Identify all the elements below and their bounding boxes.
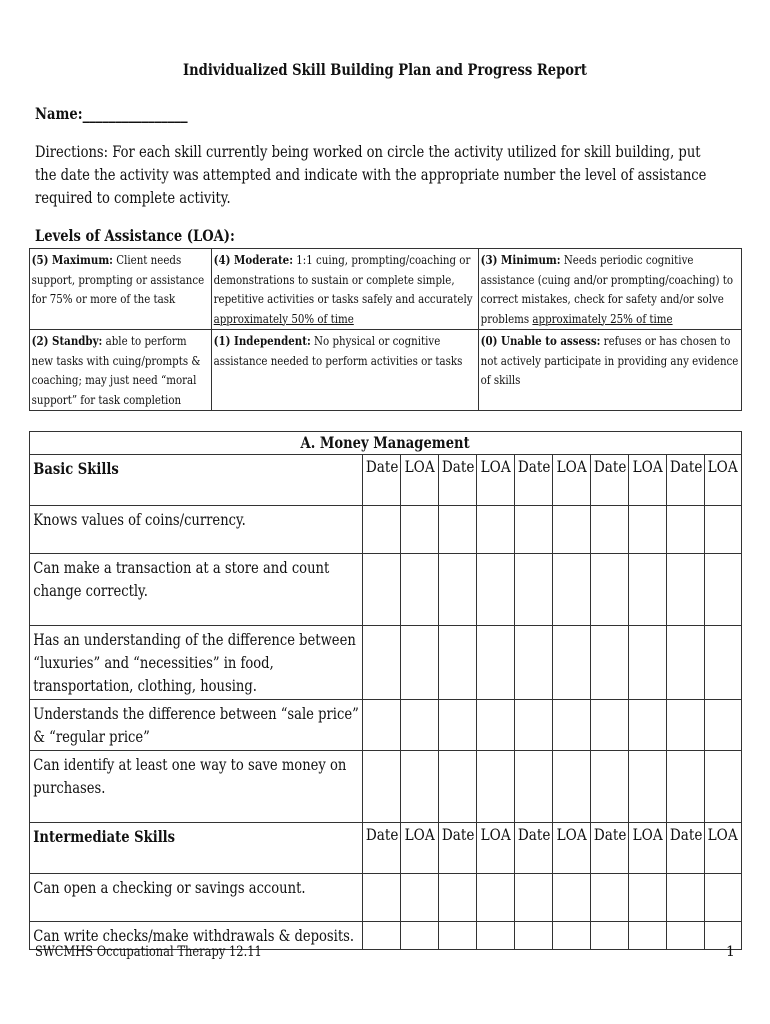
column-loa-2: LOA [480,825,511,844]
loa-entry-cell[interactable] [477,874,515,922]
basic-skill-1: Knows values of coins/currency. [33,510,246,529]
date-entry-cell[interactable] [591,751,629,823]
page-number: 1 [726,944,735,960]
loa-label-maximum: (5) Maximum: [31,252,113,267]
loa-label-standby: (2) Standby: [31,333,103,348]
directions-text: Directions: For each skill currently being worked on circle the activity utilized for skill building, put the date the activity was attempted and indicate with the appropriate number the level of assistance required to complete activity. [35,142,707,207]
date-entry-cell[interactable] [363,506,401,554]
loa-text-independent: No physical or cognitive assistance needed to perform activities or tasks [213,333,463,368]
column-loa-1: LOA [404,825,435,844]
loa-cell-unable [479,330,742,411]
date-entry-cell[interactable] [515,700,553,751]
date-entry-cell[interactable] [439,554,477,626]
loa-entry-cell[interactable] [401,751,439,823]
date-entry-cell[interactable] [667,922,705,950]
table-row [30,554,742,626]
loa-text-unable: refuses or has chosen to not actively participate in providing any evidence of skills [480,333,739,387]
column-loa-3: LOA [556,825,587,844]
date-entry-cell[interactable] [363,922,401,950]
column-loa-4: LOA [632,825,663,844]
loa-entry-cell[interactable] [629,506,667,554]
loa-entry-cell[interactable] [705,700,742,751]
table-row [30,626,742,700]
date-entry-cell[interactable] [667,751,705,823]
loa-entry-cell[interactable] [629,922,667,950]
column-date-1: Date [365,457,399,476]
money-management-table [29,431,742,950]
loa-text-minimum: Needs periodic cognitive assistance (cuing and/or prompting/coaching) to correct mistakes, check for safety and/or solve problems [480,252,734,326]
loa-entry-cell[interactable] [553,554,591,626]
loa-label-independent: (1) Independent: [213,333,311,348]
intermediate-skill-1: Can open a checking or savings account. [33,878,306,897]
loa-underlined-minimum: approximately 25% of time [532,310,673,326]
date-entry-cell[interactable] [667,874,705,922]
loa-cell-independent [212,330,479,411]
column-date-5: Date [669,457,703,476]
loa-entry-cell[interactable] [401,626,439,700]
column-date-4: Date [593,457,627,476]
basic-skill-5: Can identify at least one way to save money on purchases. [33,755,347,797]
loa-heading: Levels of Assistance (LOA): [35,226,235,245]
table-row [30,506,742,554]
date-entry-cell[interactable] [591,700,629,751]
loa-table [29,248,742,411]
loa-text-standby: able to perform new tasks with cuing/prompts & coaching; may just need “moral support” for task completion [31,333,201,407]
loa-text-maximum: Client needs support, prompting or assistance for 75% or more of the task [31,252,205,306]
loa-entry-cell[interactable] [705,751,742,823]
date-entry-cell[interactable] [439,922,477,950]
section-title: A. Money Management [300,433,471,452]
loa-entry-cell[interactable] [477,751,515,823]
loa-cell-maximum [30,249,212,330]
loa-entry-cell[interactable] [477,506,515,554]
basic-skill-3: Has an understanding of the difference between “luxuries” and “necessities” in food, transportation, clothing, housing. [33,630,356,695]
date-entry-cell[interactable] [515,554,553,626]
date-entry-cell[interactable] [515,922,553,950]
loa-label-minimum: (3) Minimum: [480,252,561,267]
loa-entry-cell[interactable] [705,874,742,922]
column-date-4: Date [593,825,627,844]
intermediate-skill-2: Can write checks/make withdrawals & deposits. [33,926,355,945]
loa-label-unable: (0) Unable to assess: [480,333,601,348]
date-entry-cell[interactable] [363,751,401,823]
column-loa-2: LOA [480,457,511,476]
page-title: Individualized Skill Building Plan and Progress Report [183,60,587,79]
loa-entry-cell[interactable] [477,554,515,626]
column-loa-1: LOA [404,457,435,476]
loa-entry-cell[interactable] [401,922,439,950]
loa-entry-cell[interactable] [477,922,515,950]
column-date-1: Date [365,825,399,844]
column-loa-5: LOA [708,825,739,844]
loa-entry-cell[interactable] [553,751,591,823]
column-date-2: Date [441,825,475,844]
loa-text-moderate: 1:1 cuing, prompting/coaching or demonstrations to sustain or complete simple, repetitive activities or tasks safely and accurately [213,252,473,306]
date-entry-cell[interactable] [591,506,629,554]
basic-skill-4: Understands the difference between “sale price” & “regular price” [33,704,359,746]
loa-entry-cell[interactable] [477,700,515,751]
loa-cell-standby [30,330,212,411]
date-entry-cell[interactable] [439,506,477,554]
loa-entry-cell[interactable] [553,922,591,950]
intermediate-skills-header-row [30,823,742,874]
date-entry-cell[interactable] [515,751,553,823]
loa-entry-cell[interactable] [629,626,667,700]
loa-entry-cell[interactable] [705,922,742,950]
basic-skills-header-row [30,455,742,506]
loa-entry-cell[interactable] [705,626,742,700]
column-date-3: Date [517,825,551,844]
date-entry-cell[interactable] [667,506,705,554]
loa-entry-cell[interactable] [553,626,591,700]
loa-entry-cell[interactable] [629,554,667,626]
date-entry-cell[interactable] [591,922,629,950]
loa-entry-cell[interactable] [553,874,591,922]
date-entry-cell[interactable] [439,874,477,922]
column-loa-5: LOA [708,457,739,476]
date-entry-cell[interactable] [439,751,477,823]
loa-entry-cell[interactable] [629,751,667,823]
column-loa-4: LOA [632,457,663,476]
basic-skills-heading: Basic Skills [33,459,119,478]
date-entry-cell[interactable] [515,626,553,700]
loa-entry-cell[interactable] [629,874,667,922]
loa-cell-minimum [479,249,742,330]
date-entry-cell[interactable] [667,700,705,751]
intermediate-skills-heading: Intermediate Skills [33,827,176,846]
loa-entry-cell[interactable] [705,506,742,554]
column-date-5: Date [669,825,703,844]
footer-text: SWCMHS Occupational Therapy 12.11 [35,944,262,960]
date-entry-cell[interactable] [667,626,705,700]
basic-skill-2: Can make a transaction at a store and count change correctly. [33,558,330,600]
loa-entry-cell[interactable] [553,506,591,554]
column-loa-3: LOA [556,457,587,476]
date-entry-cell[interactable] [515,874,553,922]
date-entry-cell[interactable] [439,700,477,751]
loa-entry-cell[interactable] [401,874,439,922]
date-entry-cell[interactable] [515,506,553,554]
date-entry-cell[interactable] [363,626,401,700]
section-title-row [30,432,742,455]
date-entry-cell[interactable] [363,700,401,751]
loa-cell-moderate [212,249,479,330]
date-entry-cell[interactable] [439,626,477,700]
loa-entry-cell[interactable] [629,700,667,751]
loa-entry-cell[interactable] [401,554,439,626]
loa-entry-cell[interactable] [401,700,439,751]
date-entry-cell[interactable] [363,554,401,626]
loa-entry-cell[interactable] [553,700,591,751]
column-date-3: Date [517,457,551,476]
loa-entry-cell[interactable] [705,554,742,626]
date-entry-cell[interactable] [591,874,629,922]
column-date-2: Date [441,457,475,476]
name-field-label: Name:________________ [35,104,188,123]
table-row [30,700,742,751]
date-entry-cell[interactable] [363,874,401,922]
table-row [30,874,742,922]
date-entry-cell[interactable] [667,554,705,626]
date-entry-cell[interactable] [591,626,629,700]
loa-entry-cell[interactable] [401,506,439,554]
table-row [30,751,742,823]
loa-label-moderate: (4) Moderate: [213,252,294,267]
loa-entry-cell[interactable] [477,626,515,700]
date-entry-cell[interactable] [591,554,629,626]
loa-underlined-moderate: approximately 50% of time [213,310,354,326]
